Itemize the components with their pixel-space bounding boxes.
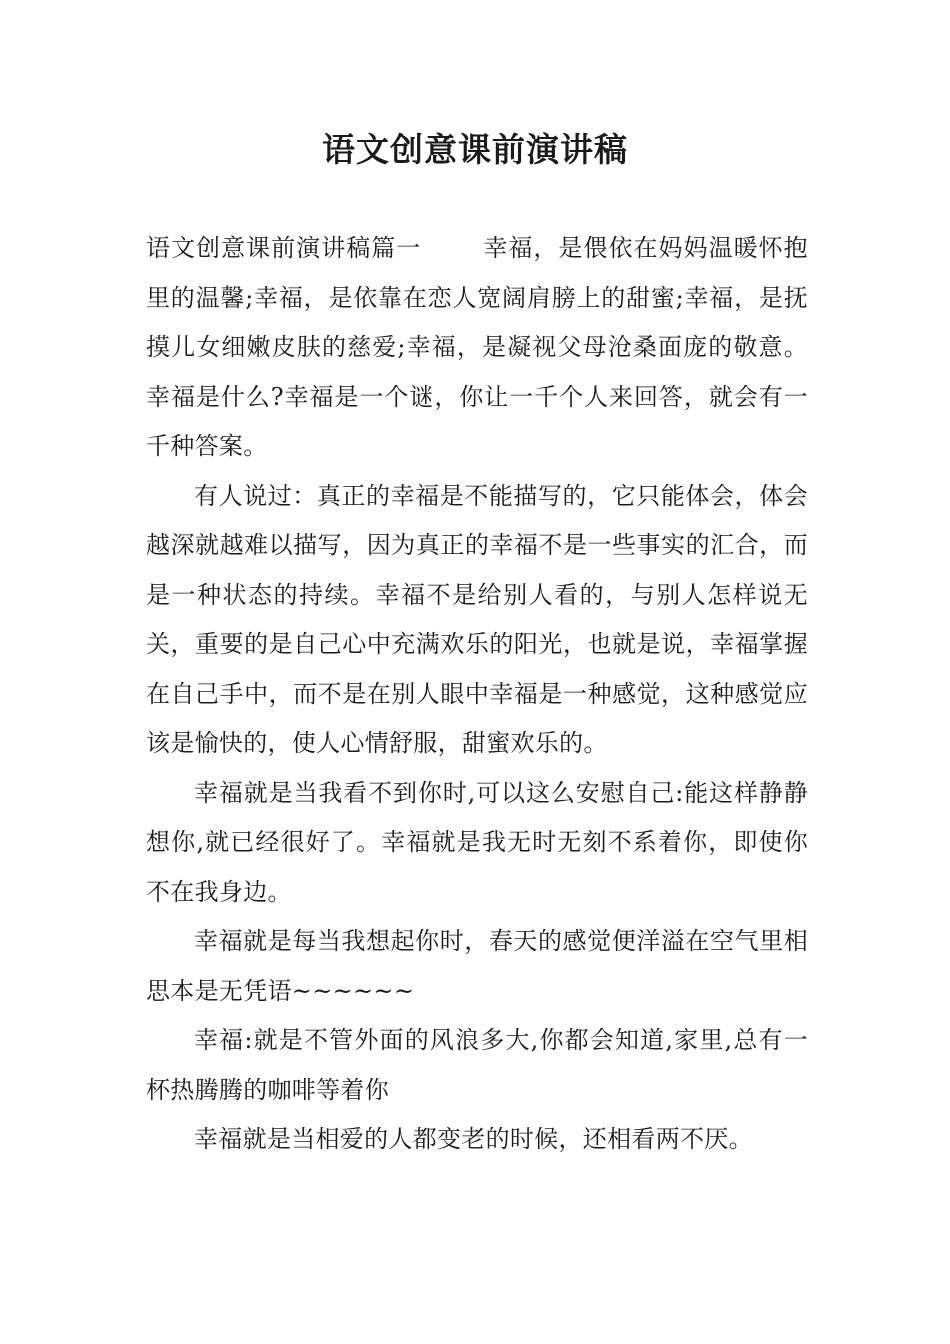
document-title: 语文创意课前演讲稿 [322, 130, 628, 169]
paragraph: 有人说过：真正的幸福是不能描写的，它只能体会，体会越深就越难以描写，因为真正的幸福不是一些事实的汇合，而是一种状态的持续。幸福不是给别人看的，与别人怎样说无关，重要的是自己心中充满欢乐的阳光，也就是说，幸福掌握在自己手中，而不是在别人眼中幸福是一种感觉，这种感觉应该是愉快的，使人心情舒服，甜蜜欢乐的。 [146, 481, 808, 757]
paragraph-heading: 语文创意课前演讲稿篇一 [146, 234, 422, 262]
paragraph: 幸福就是当相爱的人都变老的时候，还相看两不厌。 [194, 1125, 753, 1153]
paragraph: 幸福就是当我看不到你时,可以这么安慰自己:能这样静静想你,就已经很好了。幸福就是我无时无刻不系着你，即使你不在我身边。 [146, 778, 808, 906]
paragraph: 幸福:就是不管外面的风浪多大,你都会知道,家里,总有一杯热腾腾的咖啡等着你 [146, 1026, 808, 1104]
paragraph: 幸福就是每当我想起你时，春天的感觉便洋溢在空气里相思本是无凭语~~~~~~ [146, 927, 808, 1005]
paragraph-intro [146, 224, 808, 472]
paragraph-intro-text: 幸福，是偎依在妈妈温暖怀抱里的温馨;幸福，是依靠在恋人宽阔肩膀上的甜蜜;幸福，是抚摸儿女细嫩皮肤的慈爱;幸福，是凝视父母沧桑面庞的敬意。幸福是什么?幸福是一个谜，你让一千个人来回答，就会有一千种答案。 [146, 234, 808, 460]
document-body [146, 224, 808, 1165]
